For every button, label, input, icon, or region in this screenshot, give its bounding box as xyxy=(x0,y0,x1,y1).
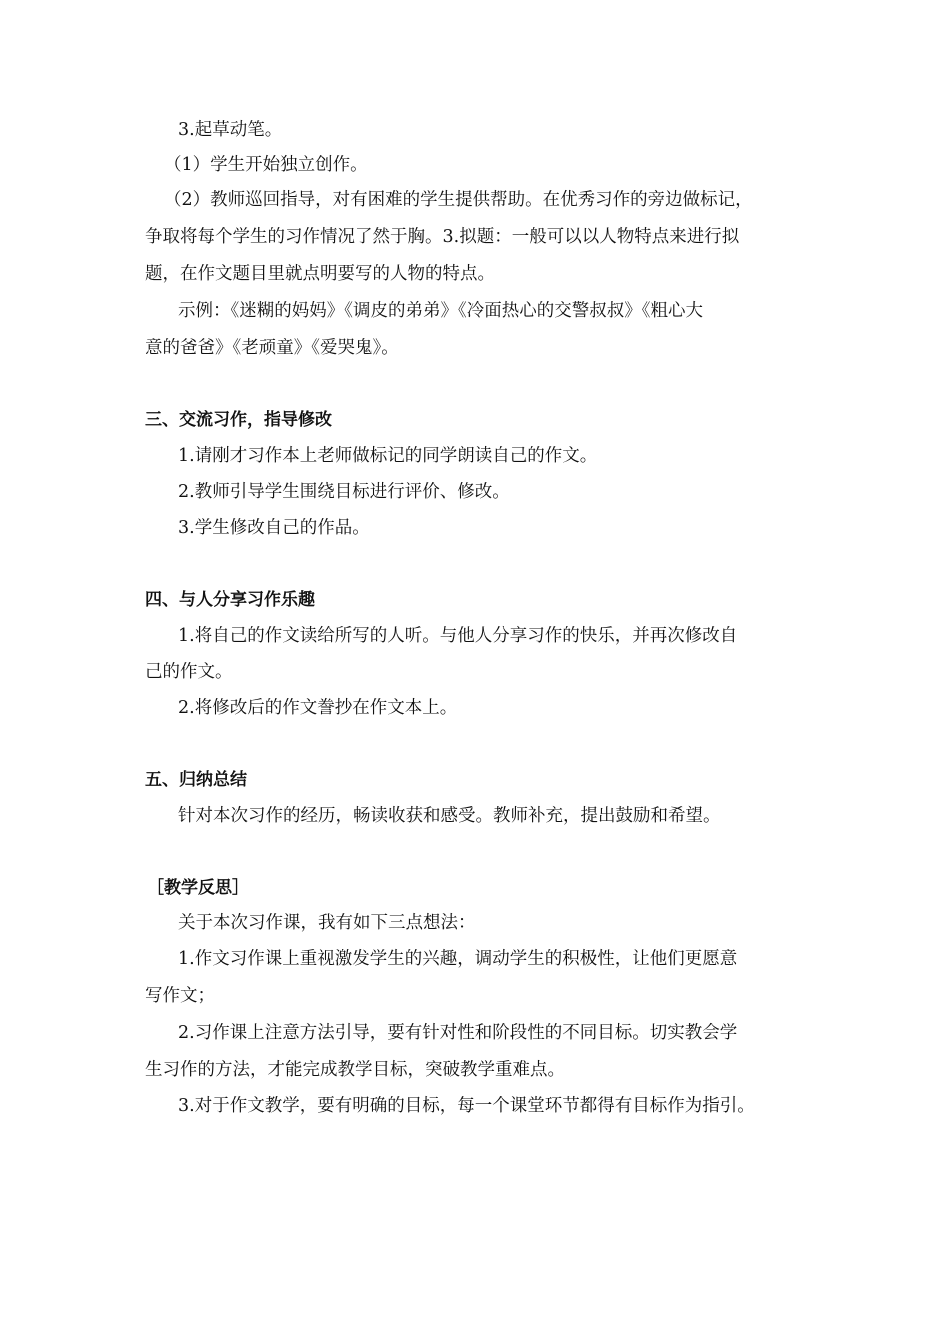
section-3-item-3: 3.学生修改自己的作品。 xyxy=(178,518,370,538)
section-5-text: 针对本次习作的经历，畅读收获和感受。教师补充，提出鼓励和希望。 xyxy=(178,806,721,826)
section-4-item-1-line-2: 己的作文。 xyxy=(145,662,233,682)
section-4-item-2: 2.将修改后的作文誊抄在作文本上。 xyxy=(178,698,458,718)
section-4-heading: 四、与人分享习作乐趣 xyxy=(145,590,315,610)
section-4-item-1-line-1: 1.将自己的作文读给所写的人听。与他人分享习作的快乐，并再次修改自 xyxy=(178,626,738,646)
reflection-item-3: 3.对于作文教学，要有明确的目标，每一个课堂环节都得有目标作为指引。 xyxy=(178,1096,755,1116)
section-3-heading: 三、交流习作，指导修改 xyxy=(145,410,332,430)
step3-item-1: （1）学生开始独立创作。 xyxy=(164,155,368,175)
reflection-intro: 关于本次习作课，我有如下三点想法： xyxy=(178,913,476,933)
step3-example-line-2: 意的爸爸》《老顽童》《爱哭鬼》。 xyxy=(145,338,399,358)
step3-title: 3.起草动笔。 xyxy=(178,120,283,140)
step3-item-2-line-1: （2）教师巡回指导，对有困难的学生提供帮助。在优秀习作的旁边做标记， xyxy=(164,190,753,210)
reflection-item-1-line-1: 1.作文习作课上重视激发学生的兴趣，调动学生的积极性，让他们更愿意 xyxy=(178,949,738,969)
reflection-heading: ［教学反思］ xyxy=(147,878,249,898)
reflection-item-1-line-2: 写作文； xyxy=(145,986,215,1006)
reflection-item-2-line-2: 生习作的方法，才能完成教学目标，突破教学重难点。 xyxy=(145,1060,565,1080)
section-3-item-1: 1.请刚才习作本上老师做标记的同学朗读自己的作文。 xyxy=(178,446,598,466)
section-5-heading: 五、归纳总结 xyxy=(145,770,247,790)
reflection-item-2-line-1: 2.习作课上注意方法引导，要有针对性和阶段性的不同目标。切实教会学 xyxy=(178,1023,738,1043)
step3-example-line-1: 示例：《迷糊的妈妈》《调皮的弟弟》《冷面热心的交警叔叔》《粗心大 xyxy=(178,301,703,321)
step3-item-2-line-3: 题，在作文题目里就点明要写的人物的特点。 xyxy=(145,264,495,284)
section-3-item-2: 2.教师引导学生围绕目标进行评价、修改。 xyxy=(178,482,510,502)
step3-item-2-line-2: 争取将每个学生的习作情况了然于胸。3.拟题：一般可以以人物特点来进行拟 xyxy=(145,227,740,247)
